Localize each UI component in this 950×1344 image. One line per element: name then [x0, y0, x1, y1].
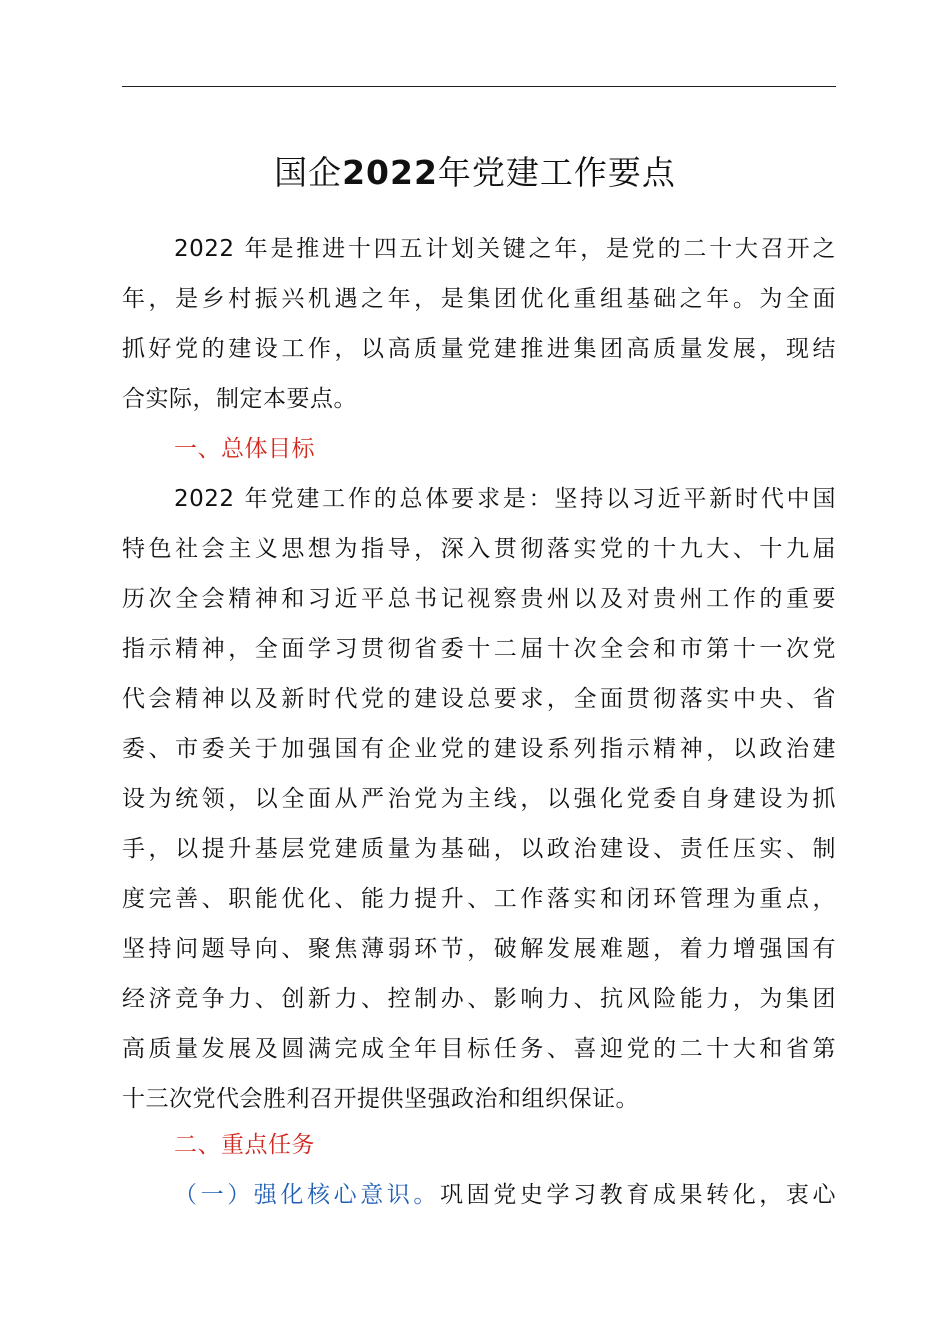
intro-line: 合实际，制定本要点。: [122, 386, 357, 412]
intro-line: 抓好党的建设工作，以高质量党建推进集团高质量发展，现结: [122, 336, 836, 362]
body-line: 历次全会精神和习近平总书记视察贵州以及对贵州工作的重要: [122, 586, 836, 612]
title-prefix: 国企: [274, 153, 343, 192]
section-heading-overall-goal: 一、总体目标: [174, 436, 315, 462]
body-line: 特色社会主义思想为指导，深入贯彻落实党的十九大、十九届: [122, 536, 836, 562]
intro-paragraph: [122, 224, 836, 424]
intro-line: 年，是乡村振兴机遇之年，是集团优化重组基础之年。为全面: [122, 286, 836, 312]
title-suffix: 年党建工作要点: [437, 153, 676, 192]
subsection-line: [122, 1170, 836, 1220]
section-1-paragraph: [122, 474, 836, 1124]
body-line: 十三次党代会胜利召开提供坚强政治和组织保证。: [122, 1086, 639, 1112]
body-line: 高质量发展及圆满完成全年目标任务、喜迎党的二十大和省第: [122, 1036, 836, 1062]
body-line: 手，以提升基层党建质量为基础，以政治建设、责任压实、制: [122, 836, 836, 862]
body-line: 2022 年党建工作的总体要求是：坚持以习近平新时代中国: [174, 486, 836, 512]
body-line: 经济竞争力、创新力、控制办、影响力、抗风险能力，为集团: [122, 986, 836, 1012]
document-title: [0, 148, 950, 198]
section-1: [122, 424, 836, 474]
body-line: 代会精神以及新时代党的建设总要求，全面贯彻落实中央、省: [122, 686, 836, 712]
section-heading-key-tasks: 二、重点任务: [174, 1132, 315, 1158]
intro-line: 2022 年是推进十四五计划关键之年，是党的二十大召开之: [174, 236, 836, 262]
subsection-1: [122, 1170, 836, 1220]
body-line: 指示精神，全面学习贯彻省委十二届十次全会和市第十一次党: [122, 636, 836, 662]
body-line: 委、市委关于加强国有企业党的建设系列指示精神，以政治建: [122, 736, 836, 762]
subsection-text: 巩固党史学习教育成果转化，衷心: [440, 1182, 837, 1208]
body-line: 设为统领，以全面从严治党为主线，以强化党委自身建设为抓: [122, 786, 836, 812]
body-line: 度完善、职能优化、能力提升、工作落实和闭环管理为重点，: [122, 886, 836, 912]
header-rule: [122, 86, 836, 87]
body-line: 坚持问题导向、聚焦薄弱环节，破解发展难题，着力增强国有: [122, 936, 836, 962]
section-2: [122, 1120, 836, 1170]
subsection-heading-core-awareness: （一）强化核心意识。: [174, 1182, 441, 1208]
title-year: 2022: [342, 153, 438, 192]
